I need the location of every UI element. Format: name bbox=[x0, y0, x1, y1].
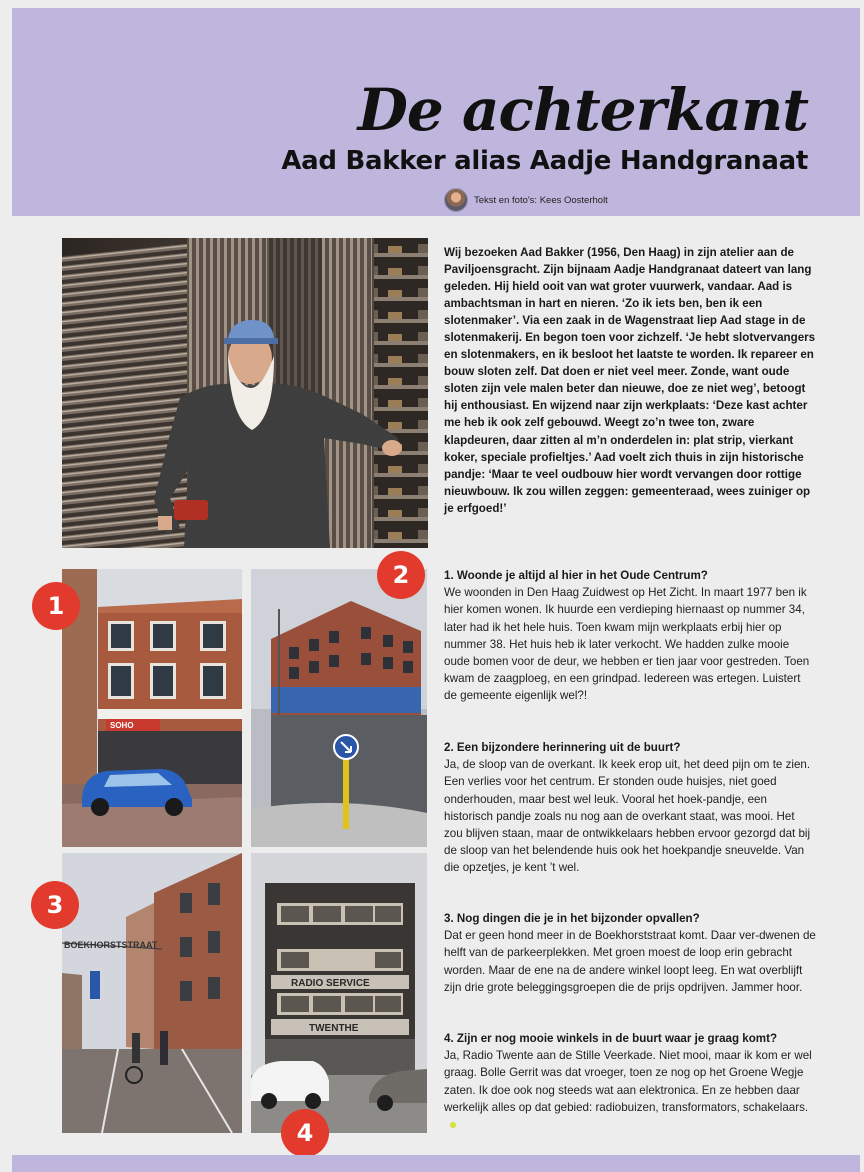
radio-service-sign: RADIO SERVICE bbox=[291, 978, 370, 989]
badge-3: 3 bbox=[31, 881, 79, 929]
answer-4-text: Ja, Radio Twente aan de Stille Veerkade. Niet mooi, maar ik kom er wel graag. Bolle Gerrit was dat vroeger, toen ze nog op het Groene Wegje zaten. Ik doe ook nog steeds wat aan elektronica. En ze hebben daar werkelijk alles op dat gebied: radiobuizen, transformators, schakelaars. bbox=[444, 1049, 812, 1114]
question-4: 4. Zijn er nog mooie winkels in de buurt waar je graag komt? bbox=[444, 1032, 778, 1045]
street-arch-sign: BOEKHORSTSTRAAT bbox=[64, 940, 158, 950]
intro-paragraph: Wij bezoeken Aad Bakker (1956, Den Haag) in zijn atelier aan de Paviljoensgracht. Zijn bijnaam Aadje Handgranaat dateert van lang geleden. Hij hield ooit van wat groter vuurwerk, vandaar. Aad is ambachtsman in hart en nieren. ‘Zo ik iets ben, ben ik een slotenmaker’. Via een zaak in de Wagenstraat liep Aad stage in de slotenmakerij. En begon toen voor zichzelf. ‘Je hebt slotvervangers en slotenmakers, en ik besloot het laatste te worden. Ik repareer en bouw sloten zelf. Dat doen er niet veel meer. Zonde, want oude sloten zijn vele malen beter dan nieuwe, doe ze niet weg’, betoogt hij enthousiast. En wijzend naar zijn werkplaats: ‘Deze kast achter me heb ik ook zelf gebouwd. Weegt zo’n twee ton, zware klapdeuren, daar zitten al m’n onderdelen in: plat strip, vierkant koker, speciale profieltjes.’ Aad voelt zich thuis in zijn historische pandje: ‘Maar te veel oudbouw hier wordt vervangen door rottige nieuwbouw. Ik zou willen zeggen: gemeenteraad, wees zuiniger op je erfgoed!’ bbox=[444, 246, 816, 515]
shop-sign: SOHO bbox=[110, 721, 134, 730]
photo-1-shopfront bbox=[62, 569, 242, 847]
question-1: 1. Woonde je altijd al hier in het Oude Centrum? bbox=[444, 569, 708, 582]
page-subtitle: Aad Bakker alias Aadje Handgranaat bbox=[281, 146, 808, 176]
photo-2-street-corner bbox=[251, 569, 427, 847]
photo-3-shopping-street bbox=[62, 853, 242, 1133]
qa-block-1 bbox=[444, 567, 816, 705]
header-band bbox=[12, 8, 860, 216]
answer-4 bbox=[444, 1047, 816, 1133]
qa-block-4 bbox=[444, 1030, 816, 1133]
qa-block-3 bbox=[444, 910, 816, 996]
portrait-photo bbox=[62, 238, 428, 548]
question-2: 2. Een bijzondere herinnering uit de buurt? bbox=[444, 741, 681, 754]
badge-2: 2 bbox=[377, 551, 425, 599]
byline-text: Tekst en foto's: Kees Oosterholt bbox=[474, 194, 608, 206]
answer-3: Dat er geen hond meer in de Boekhorststraat komt. Daar ver-dwenen de helft van de parkeerplekken. Met groen moest de loop erin gebracht worden. Maar de ene na de andere winkel loopt leeg. En wat overblijft zijn drie grote beleggingsgroepen die de prijs opdrijven. Jammer hoor. bbox=[444, 929, 816, 994]
byline bbox=[444, 188, 608, 212]
badge-4: 4 bbox=[281, 1109, 329, 1157]
photo-4-radio-shop bbox=[251, 853, 427, 1133]
author-avatar bbox=[444, 188, 468, 212]
twenthe-sign: TWENTHE bbox=[309, 1023, 359, 1034]
end-mark-dot bbox=[450, 1122, 456, 1128]
badge-1: 1 bbox=[32, 582, 80, 630]
qa-block-2 bbox=[444, 739, 816, 877]
footer-band bbox=[12, 1155, 860, 1172]
answer-1: We woonden in Den Haag Zuidwest op Het Zicht. In maart 1977 ben ik hier komen wonen. Ik huurde een verdieping hiernaast op nummer 34, later had ik het hele huis. Toen kwam mijn werkplaats erbij hier op nummer 38. Het huis heb ik later verkocht. We hadden zulke mooie oude bomen voor de deur, we hebben er tien jaar voor gestreden. Toen kwam de zaagploeg, en een grindpad. Iedereen was ertegen. Luistert de gemeente eigenlijk wel?! bbox=[444, 586, 810, 703]
answer-2: Ja, de sloop van de overkant. Ik keek erop uit, het deed pijn om te zien. Een verlies voor het centrum. Er stonden oude huisjes, niet goed onderhouden, maar best wel leuk. Vooral het hoek-pandje, een historisch pandje zoals nu nog aan de overkant staat, was mooi. Het zou blijven staan, maar de ontwikkelaars hebben ervoor gezorgd dat bij de sloop van het belendende huis ook het hoekpandje sneuvelde. Van die opzetjes, je kent ’t wel. bbox=[444, 758, 811, 875]
question-3: 3. Nog dingen die je in het bijzonder opvallen? bbox=[444, 912, 700, 925]
page-title: De achterkant bbox=[357, 76, 808, 144]
